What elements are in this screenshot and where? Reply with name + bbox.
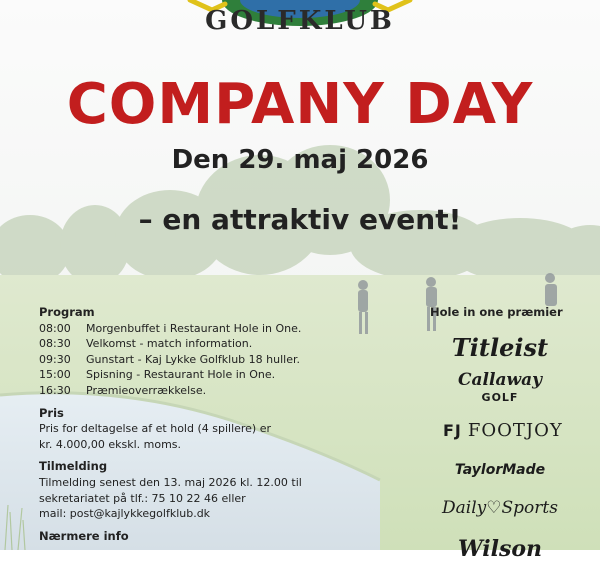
footjoy-logo xyxy=(443,420,583,441)
titleist-logo: Titleist xyxy=(451,333,549,362)
program-text: Gunstart - Kaj Lykke Golfklub 18 huller. xyxy=(86,352,300,366)
program-heading: Program xyxy=(39,305,95,319)
program-time: 15:00 xyxy=(39,368,71,382)
callaway-logo xyxy=(430,372,570,406)
program-row xyxy=(39,367,369,383)
program-text: Velkomst - match information. xyxy=(86,337,253,351)
program-section xyxy=(39,305,369,399)
event-title: COMPANY DAY xyxy=(66,72,534,137)
club-name: GOLFKLUB xyxy=(205,6,395,36)
more-info-heading: Nærmere info xyxy=(39,528,129,543)
program-text: Præmieoverrækkelse. xyxy=(86,383,207,397)
footjoy-mark: FJ xyxy=(443,421,462,440)
program-row xyxy=(39,321,369,337)
program-time: 08:30 xyxy=(39,337,71,351)
program-row xyxy=(39,352,369,368)
signup-line: mail: post@kajlykkegolfklub.dk xyxy=(39,507,211,521)
program-time: 08:00 xyxy=(39,321,71,335)
price-line: kr. 4.000,00 ekskl. moms. xyxy=(39,437,182,451)
price-heading: Pris xyxy=(39,405,64,420)
program-time: 16:30 xyxy=(39,383,71,397)
more-info-section xyxy=(39,529,369,545)
signup-heading: Tilmelding xyxy=(39,459,108,474)
taylormade-logo: TaylorMade xyxy=(454,462,546,478)
signup-line: sekretariatet på tlf.: 75 10 22 46 eller xyxy=(39,491,246,505)
signup-line: Tilmelding senest den 13. maj 2026 kl. 12.00 til xyxy=(39,475,302,489)
prizes-heading: Hole in one præmier xyxy=(430,305,563,319)
price-section xyxy=(39,406,369,453)
signup-section xyxy=(39,459,369,521)
price-line: Pris for deltagelse af et hold (4 spillere) er xyxy=(39,422,272,436)
program-text: Morgenbuffet i Restaurant Hole in One. xyxy=(86,321,302,335)
event-tagline: – en attraktiv event! xyxy=(138,203,462,236)
program-text: Spisning - Restaurant Hole in One. xyxy=(86,368,276,382)
wilson-logo: Wilson xyxy=(457,536,543,562)
info-column xyxy=(39,305,369,551)
callaway-golf-label: GOLF xyxy=(481,391,519,404)
program-time: 09:30 xyxy=(39,352,71,366)
footjoy-wordmark: FOOTJOY xyxy=(467,420,563,441)
prizes-column xyxy=(430,305,595,562)
program-row xyxy=(39,383,369,399)
event-date: Den 29. maj 2026 xyxy=(171,145,429,175)
callaway-wordmark: Callaway xyxy=(457,370,542,390)
program-row xyxy=(39,336,369,352)
dailysports-logo: Daily♡Sports xyxy=(442,498,558,518)
